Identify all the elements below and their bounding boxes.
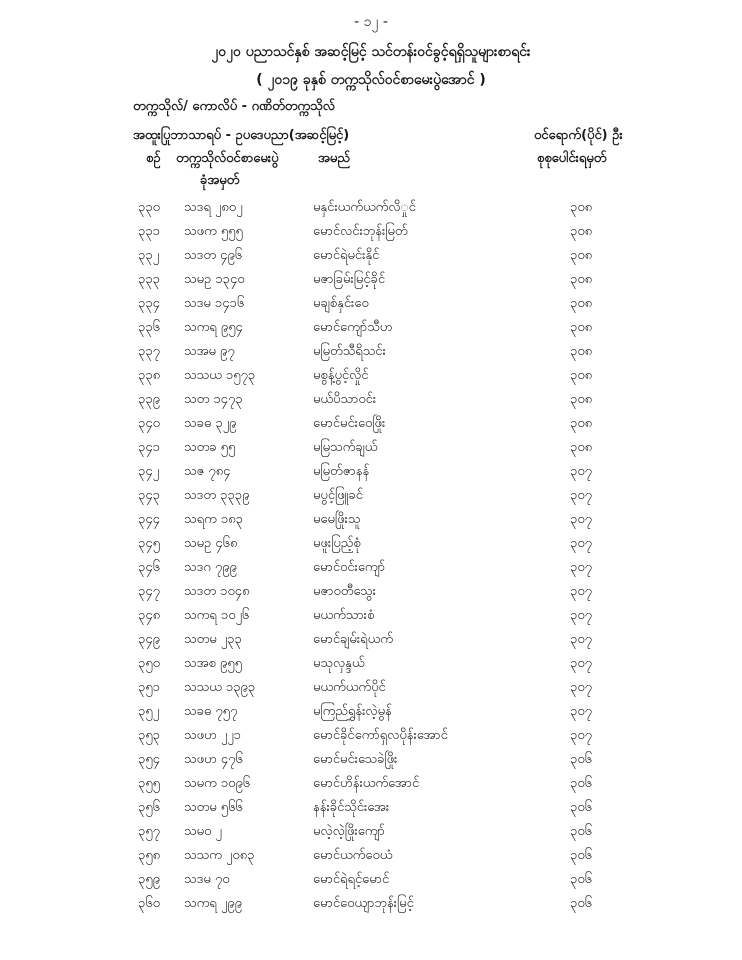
table-row [0,391,742,415]
table-row [0,799,742,823]
row-number: ၃၅၁ [138,680,160,695]
student-name: မသုလှန္ဒယ် [313,656,365,671]
roll-number: သကရ ၉၅၄ [184,320,243,335]
roll-number: သမဥ ၁၃၄၀ [184,272,245,287]
row-number: ၃၆၀ [138,896,160,911]
roll-number: သသယ ၁၅၇၃ [184,368,256,383]
student-name: မောင်ဝင်းကျော် [313,560,386,575]
roll-number: သမဥ ၄၆၈ [184,536,238,551]
total-mark: ၃၀၇ [570,584,592,599]
row-number: ၃၃၁ [138,224,160,239]
student-name: မောင်ရဲရင့်မောင် [313,872,390,887]
student-name: မမေဖြိုးသူ [313,512,361,527]
student-name: မမြတ်သီရိသင်း [313,344,386,359]
student-name: မဇာခြမ်းမြင့်ခိုင် [313,272,386,287]
table-row [0,823,742,847]
table-row [0,751,742,775]
table-row [0,295,742,319]
roll-number: သဖဟ ၂၂၁ [184,728,241,743]
row-number: ၃၃၀ [138,200,160,215]
total-mark: ၃၀၇ [570,560,592,575]
total-mark: ၃၀၇ [570,656,592,671]
header-roll-sub: ခုံအမှတ် [200,173,240,188]
roll-number: သဖဟ ၄၇၆ [184,752,243,767]
total-mark: ၃၀၈ [570,320,593,335]
student-name: မယက်သားစံ [313,608,375,623]
total-mark: ၃၀၈ [570,344,593,359]
row-number: ၃၄၆ [138,560,160,575]
row-number: ၃၃၂ [138,248,160,263]
roll-number: သဇ ၇၈၄ [184,464,231,479]
roll-number: သဒတ ၃၃၃၉ [184,488,250,503]
row-number: ၃၅၉ [138,872,160,887]
row-number: ၃၃၆ [138,320,160,335]
student-name: နန်းခိုင်သိုင်းအေး [313,800,390,815]
total-mark: ၃၀၈ [570,440,593,455]
page-number: - ၁၂ - [354,14,388,30]
table-row [0,895,742,919]
roll-number: သသယ ၁၃၉၃ [184,680,256,695]
student-name: မမြတ်ဇာနန် [313,464,370,479]
header-name: အမည် [318,151,350,166]
specialization-label: အထူးပြုဘာသာရပ် - ဥပဒေပညာ(အဆင့်မြင့်) [133,128,350,143]
student-name: မစွန့်ပွင့်လှိုင် [313,368,369,383]
roll-number: သဒရ ၂၈၀၂ [184,200,243,215]
table-row [0,871,742,895]
total-mark: ၃၀၇ [570,680,592,695]
total-mark: ၃၀၆ [570,752,592,767]
student-name: မောင်ယက်ဝေယံ [313,848,393,863]
roll-number: သအမ ၉၇ [184,344,235,359]
student-name: မောင်ဟိန်းယက်အောင် [313,776,420,791]
table-row [0,631,742,655]
total-mark: ၃၀၇ [570,728,592,743]
row-number: ၃၄၂ [138,464,160,479]
student-name: မယက်ယက်ပိုင် [313,680,386,695]
total-mark: ၃၀၆ [570,896,592,911]
table-row [0,703,742,727]
total-mark: ၃၀၆ [570,824,592,839]
roll-number: သအစ ၉၅၅ [184,656,242,671]
roll-number: သဒတ ၁၀၄၈ [184,584,250,599]
student-name: မကြည်ရွှန်းလဲ့မွန် [313,704,392,719]
total-mark: ၃၀၈ [570,224,593,239]
row-number: ၃၅၅ [138,776,160,791]
student-name: မနှင်းယက်ယက်လိှုင် [313,200,416,215]
total-mark: ၃၀၇ [570,608,592,623]
row-number: ၃၄၃ [138,488,160,503]
total-mark: ၃၀၇ [570,488,592,503]
student-name: မဖူးပြည့်စုံ [313,536,361,551]
total-mark: ၃၀၇ [570,536,592,551]
table-row [0,367,742,391]
total-mark: ၃၀၈ [570,248,593,263]
student-name: မမြသက်ချယ် [313,440,378,455]
student-name: မောင်ရဲမင်းနိုင် [313,248,380,263]
student-name: မယ်ပိသာဝင်း [313,392,377,407]
document-subtitle: ( ၂၀၁၉ ခုနှစ် တက္ကသိုလ်ဝင်စာမေးပွဲအောင် ) [256,72,486,88]
row-number: ၃၅၈ [138,848,161,863]
roll-number: သမဝ ၂ [184,824,222,839]
roll-number: သဒမ ၇၀ [184,872,230,887]
row-number: ၃၃၄ [138,296,160,311]
total-mark: ၃၀၆ [570,848,592,863]
table-row [0,487,742,511]
table-row [0,271,742,295]
roll-number: သတမ ၂၃၃ [184,632,242,647]
roll-number: သခဓ ၃၂၉ [184,416,237,431]
student-name: မောင်မင်းသေခဲဖြိုး [313,752,398,767]
roll-number: သဖက ၅၅၅ [184,224,243,239]
row-number: ၃၄၀ [138,416,160,431]
student-name: မောင်ကျော်သီဟ [313,320,393,335]
roll-number: သခဓ ၇၅၇ [184,704,238,719]
total-mark: ၃၀၇ [570,464,592,479]
table-row [0,655,742,679]
student-name: မလဲ့လဲ့ဖြိုးကျော် [313,824,385,839]
total-mark: ၃၀၈ [570,296,593,311]
total-mark: ၃၀၈ [570,272,593,287]
roll-number: သရက ၁၈၃ [184,512,243,527]
table-row [0,583,742,607]
roll-number: သကရ ၁၀၂၆ [184,608,250,623]
total-mark: ၃၀၇ [570,632,592,647]
roll-number: သဒတ ၄၉၆ [184,248,243,263]
student-name: မချစ်နှင်းဝေ [313,296,369,311]
roll-number: သတမ ၅၆၆ [184,800,243,815]
table-row [0,679,742,703]
student-name: မောင်ဝေယျာဘုန်းမြင့် [313,896,414,911]
roll-number: သမက ၁၀၉၆ [184,776,251,791]
roll-number: သဒမ ၁၄၁၆ [184,296,245,311]
header-no: စဉ် [146,151,161,166]
row-number: ၃၃၇ [138,344,160,359]
student-name: မောင်မင်းဝေဖြိုး [313,416,386,431]
total-mark: ၃၀၆ [570,872,592,887]
total-mark: ၃၀၆ [570,800,592,815]
roll-number: သတ ၁၄၇၃ [184,392,243,407]
mark-heading: ဝင်ရောက်(ပိုင်) ဦး [534,128,623,143]
roll-number: သဒဂ ၇၉၉ [184,560,237,575]
student-name: မောင်ချမ်းရဲယက် [313,632,393,647]
header-mark: စုစုပေါင်းရမှတ် [537,151,607,166]
table-row [0,199,742,223]
row-number: ၃၅၃ [138,728,160,743]
row-number: ၃၅၆ [138,800,160,815]
total-mark: ၃၀၈ [570,392,593,407]
total-mark: ၃၀၇ [570,704,592,719]
university-label: တက္ကသိုလ်/ ကောလိပ် - ဂဏိတ်တက္ကသိုလ် [133,99,335,114]
row-number: ၃၃၉ [138,392,160,407]
table-row [0,463,742,487]
document-title: ၂၀၂၀ ပညာသင်နှစ် အဆင့်မြင့် သင်တန်းဝင်ခွင့်ရရှိသူများစာရင်း [211,44,531,60]
student-name: မောင်ခိုင်ကော်ရှလပိုန်းအောင် [313,728,448,743]
row-number: ၃၅၇ [138,824,160,839]
row-number: ၃၄၁ [138,440,160,455]
row-number: ၃၄၄ [138,512,160,527]
roll-number: သသက ၂၀၈၃ [184,848,255,863]
row-number: ၃၄၈ [138,608,161,623]
table-row [0,223,742,247]
roll-number: သကရ ၂၉၉ [184,896,242,911]
total-mark: ၃၀၈ [570,200,593,215]
table-row [0,511,742,535]
row-number: ၃၄၅ [138,536,160,551]
table-row [0,535,742,559]
row-number: ၃၄၉ [138,632,160,647]
roll-number: သတခ ၅၅ [184,440,236,455]
table-row [0,439,742,463]
table-row [0,247,742,271]
student-name: မဇာဝတီသွေး [313,584,376,599]
row-number: ၃၅၀ [138,656,160,671]
table-row [0,559,742,583]
table-row [0,727,742,751]
total-mark: ၃၀၈ [570,416,593,431]
table-row [0,607,742,631]
total-mark: ၃၀၈ [570,368,593,383]
row-number: ၃၅၄ [138,752,160,767]
table-row [0,415,742,439]
row-number: ၃၃၃ [138,272,160,287]
header-roll: တက္ကသိုလ်ဝင်စာမေးပွဲ [176,151,279,166]
table-row [0,319,742,343]
student-name: မောင်လင်းဘုန်းမြတ် [313,224,408,239]
row-number: ၃၄၇ [138,584,160,599]
row-number: ၃၅၂ [138,704,160,719]
table-row [0,847,742,871]
table-row [0,343,742,367]
table-row [0,775,742,799]
student-name: မပွင့်ဖြူခင် [313,488,363,503]
results-table [0,199,742,919]
row-number: ၃၃၈ [138,368,161,383]
total-mark: ၃၀၆ [570,776,592,791]
total-mark: ၃၀၇ [570,512,592,527]
